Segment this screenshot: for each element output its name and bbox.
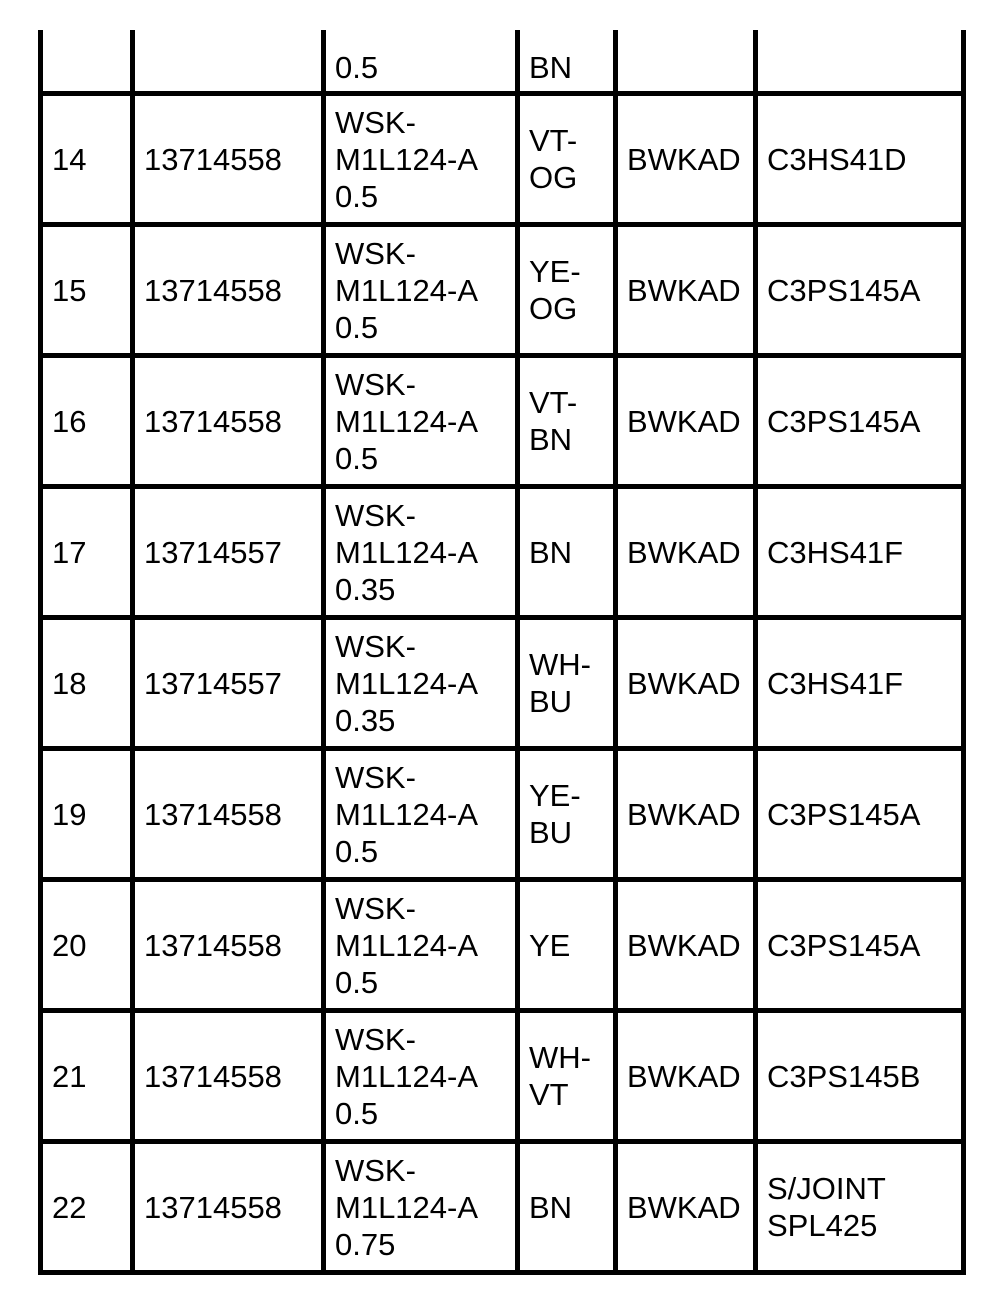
table-row [41, 880, 964, 1011]
cell-pin: 20 [41, 880, 133, 1011]
cell-color: YE- BU [518, 749, 616, 880]
cell-wire-spec: WSK- M1L124-A 0.35 [324, 487, 518, 618]
table-row [41, 749, 964, 880]
cell-color: BN [518, 30, 616, 94]
cell-wire-spec: WSK- M1L124-A 0.5 [324, 94, 518, 225]
cell-pin: 17 [41, 487, 133, 618]
cell-wire-spec: WSK- M1L124-A 0.35 [324, 618, 518, 749]
table-row [41, 487, 964, 618]
cell-destination: C3HS41D [756, 94, 964, 225]
table-row [41, 225, 964, 356]
cell-wire-spec: 0.5 [324, 30, 518, 94]
cell-part-number: 13714557 [133, 487, 324, 618]
cell-wire-spec: WSK- M1L124-A 0.5 [324, 880, 518, 1011]
cell-color: YE- OG [518, 225, 616, 356]
cell-wire-spec: WSK- M1L124-A 0.5 [324, 1011, 518, 1142]
cell-part-number: 13714557 [133, 618, 324, 749]
cell-pin: 22 [41, 1142, 133, 1273]
table-row [41, 1142, 964, 1273]
cell-destination: C3HS41F [756, 487, 964, 618]
cell-harness: BWKAD [616, 356, 756, 487]
cell-part-number: 13714558 [133, 880, 324, 1011]
cell-harness: BWKAD [616, 749, 756, 880]
cell-harness: BWKAD [616, 1011, 756, 1142]
cell-harness: BWKAD [616, 1142, 756, 1273]
cell-color: YE [518, 880, 616, 1011]
cell-part-number: 13714558 [133, 1142, 324, 1273]
cell-pin [41, 30, 133, 94]
cell-destination: C3PS145B [756, 1011, 964, 1142]
table-row-continued [41, 30, 964, 94]
cell-pin: 14 [41, 94, 133, 225]
cell-color: VT- BN [518, 356, 616, 487]
cell-color: BN [518, 487, 616, 618]
cell-destination: C3PS145A [756, 356, 964, 487]
cell-destination: C3PS145A [756, 880, 964, 1011]
wiring-table-body [41, 30, 964, 1273]
cell-harness: BWKAD [616, 225, 756, 356]
cell-part-number: 13714558 [133, 1011, 324, 1142]
cell-color: VT- OG [518, 94, 616, 225]
cell-color: WH- VT [518, 1011, 616, 1142]
cell-harness: BWKAD [616, 618, 756, 749]
cell-destination: C3PS145A [756, 749, 964, 880]
cell-harness [616, 30, 756, 94]
cell-destination: C3HS41F [756, 618, 964, 749]
cell-destination: C3PS145A [756, 225, 964, 356]
cell-color: WH- BU [518, 618, 616, 749]
table-row [41, 94, 964, 225]
cell-harness: BWKAD [616, 94, 756, 225]
cell-destination [756, 30, 964, 94]
cell-color: BN [518, 1142, 616, 1273]
cell-pin: 18 [41, 618, 133, 749]
cell-wire-spec: WSK- M1L124-A 0.5 [324, 225, 518, 356]
cell-pin: 21 [41, 1011, 133, 1142]
cell-pin: 19 [41, 749, 133, 880]
wiring-table [38, 30, 966, 1275]
cell-wire-spec: WSK- M1L124-A 0.75 [324, 1142, 518, 1273]
table-row [41, 618, 964, 749]
cell-part-number: 13714558 [133, 94, 324, 225]
cell-part-number: 13714558 [133, 749, 324, 880]
cell-part-number: 13714558 [133, 225, 324, 356]
cell-part-number: 13714558 [133, 356, 324, 487]
cell-destination: S/JOINT SPL425 [756, 1142, 964, 1273]
cell-pin: 16 [41, 356, 133, 487]
cell-harness: BWKAD [616, 880, 756, 1011]
table-row [41, 1011, 964, 1142]
cell-wire-spec: WSK- M1L124-A 0.5 [324, 356, 518, 487]
cell-wire-spec: WSK- M1L124-A 0.5 [324, 749, 518, 880]
cell-harness: BWKAD [616, 487, 756, 618]
table-row [41, 356, 964, 487]
cell-part-number [133, 30, 324, 94]
cell-pin: 15 [41, 225, 133, 356]
